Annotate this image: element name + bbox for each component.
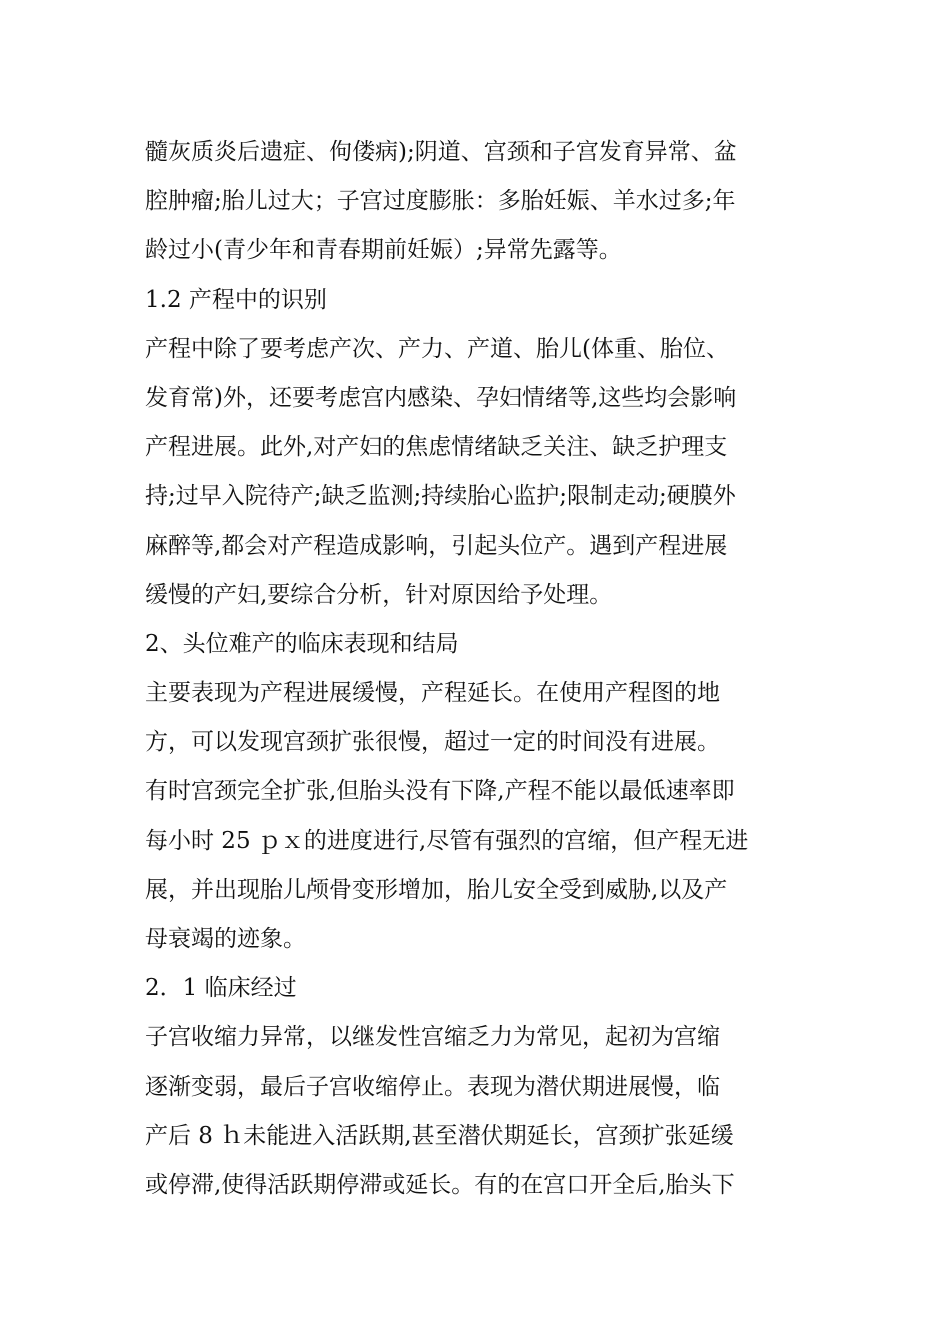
text-line: 方，可以发现宫颈扩张很慢，超过一定的时间没有进展。 — [145, 729, 720, 756]
text-line: 腔肿瘤;胎儿过大；子宫过度膨胀：多胎妊娠、羊水过多;年 — [145, 188, 736, 215]
text-line: 逐渐变弱，最后子宫收缩停止。表现为潜伏期进展慢，临 — [145, 1073, 720, 1100]
text-line: 持;过早入院待产;缺乏监测;持续胎心监护;限制走动;硬膜外 — [145, 483, 736, 510]
text-line: 麻醉等,都会对产程造成影响，引起头位产。遇到产程进展 — [145, 532, 728, 559]
text-line: 产程进展。此外,对产妇的焦虑情绪缺乏关注、缺乏护理支 — [145, 434, 728, 461]
section-heading-2-1: 2．1 临床经过 — [145, 975, 297, 1002]
document-body — [145, 128, 810, 1210]
text-line: 母衰竭的迹象。 — [145, 926, 306, 952]
text-line: 展，并出现胎儿颅骨变形增加，胎儿安全受到威胁,以及产 — [145, 876, 728, 903]
text-line: 主要表现为产程进展缓慢，产程延长。在使用产程图的地 — [145, 680, 720, 707]
text-line: 子宫收缩力异常，以继发性宫缩乏力为常见，起初为宫缩 — [145, 1024, 720, 1051]
text-line: 髓灰质炎后遗症、佝偻病);阴道、宫颈和子宫发育异常、盆 — [145, 139, 737, 165]
text-line: 或停滞,使得活跃期停滞或延长。有的在宫口开全后,胎头下 — [145, 1171, 735, 1198]
text-line: 缓慢的产妇,要综合分析，针对原因给予处理。 — [145, 581, 613, 608]
section-heading-1-2: 1.2 产程中的识别 — [145, 286, 327, 313]
text-line: 每小时 25 ｐｘ的进度进行,尽管有强烈的宫缩，但产程无进 — [145, 827, 749, 854]
text-line: 产后 8 ｈ未能进入活跃期,甚至潜伏期延长，宫颈扩张延缓 — [145, 1122, 734, 1149]
text-line: 龄过小(青少年和青春期前妊娠）;异常先露等。 — [145, 237, 622, 264]
text-line: 产程中除了要考虑产次、产力、产道、胎儿(体重、胎位、 — [145, 335, 729, 362]
text-line: 发育常)外，还要考虑宫内感染、孕妇情绪等,这些均会影响 — [145, 384, 737, 411]
section-heading-2: 2、头位难产的临床表现和结局 — [145, 630, 459, 657]
text-line: 有时宫颈完全扩张,但胎头没有下降,产程不能以最低速率即 — [145, 778, 735, 805]
